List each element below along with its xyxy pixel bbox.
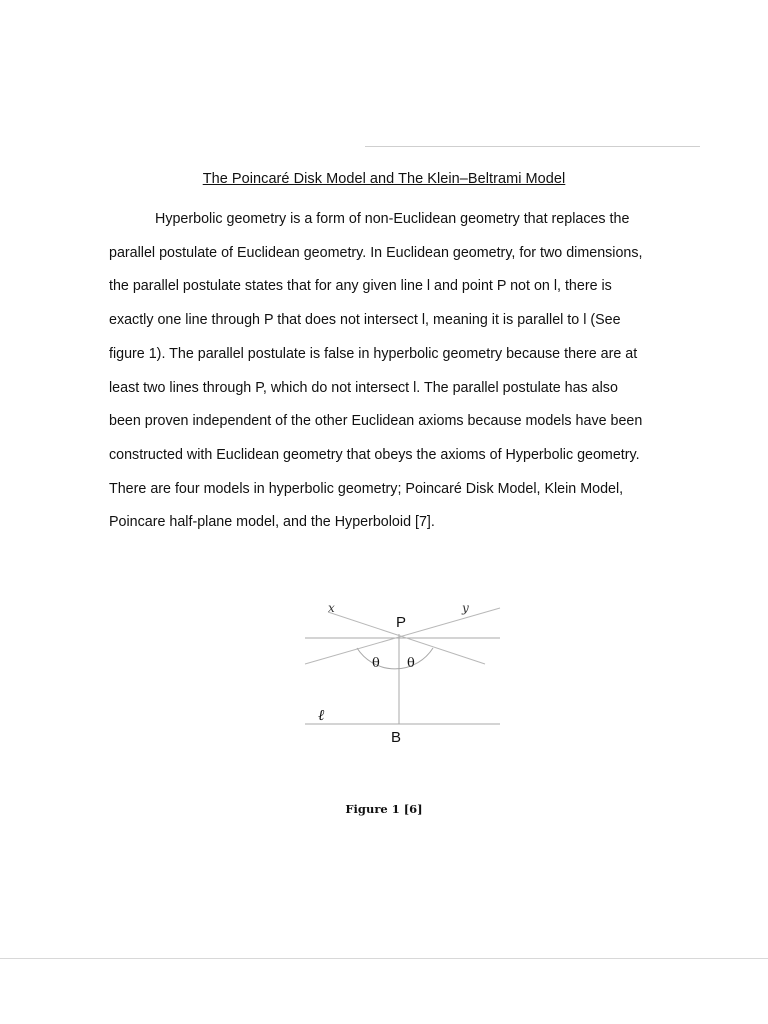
figure-1 (300, 596, 510, 748)
label-l: ℓ (318, 706, 325, 724)
scan-artifact-line-bottom (0, 958, 768, 959)
scan-artifact-line-top (365, 146, 700, 147)
label-x: x (328, 601, 335, 615)
label-b: B (391, 729, 402, 746)
document-title: The Poincaré Disk Model and The Klein–Beltrami Model (202, 171, 566, 187)
parallel-postulate-diagram (300, 596, 510, 748)
figure-caption: Figure 1 [6] (345, 802, 423, 816)
body-text (109, 203, 649, 540)
label-theta-left: θ (372, 656, 380, 671)
label-theta-right: θ (407, 656, 415, 671)
paragraph: Hyperbolic geometry is a form of non-Euclidean geometry that replaces the parallel postulate of Euclidean geometry. In Euclidean geometry, for two dimensions, the parallel postulate states that for any given line l and point P not on l, there is exactly one line through P that does not intersect l, meaning it is parallel to l (See figure 1). The parallel postulate is false in hyperbolic geometry because there are at least two lines through P, which do not intersect l. The parallel postulate has also been proven independent of the other Euclidean axioms because models have been constructed with Euclidean geometry that obeys the axioms of Hyperbolic geometry. There are four models in hyperbolic geometry; Poincaré Disk Model, Klein Model, Poincare half-plane model, and the Hyperboloid [7]. (109, 211, 643, 531)
angle-arc (357, 648, 433, 669)
label-p: P (396, 614, 407, 631)
label-y: y (462, 601, 469, 615)
